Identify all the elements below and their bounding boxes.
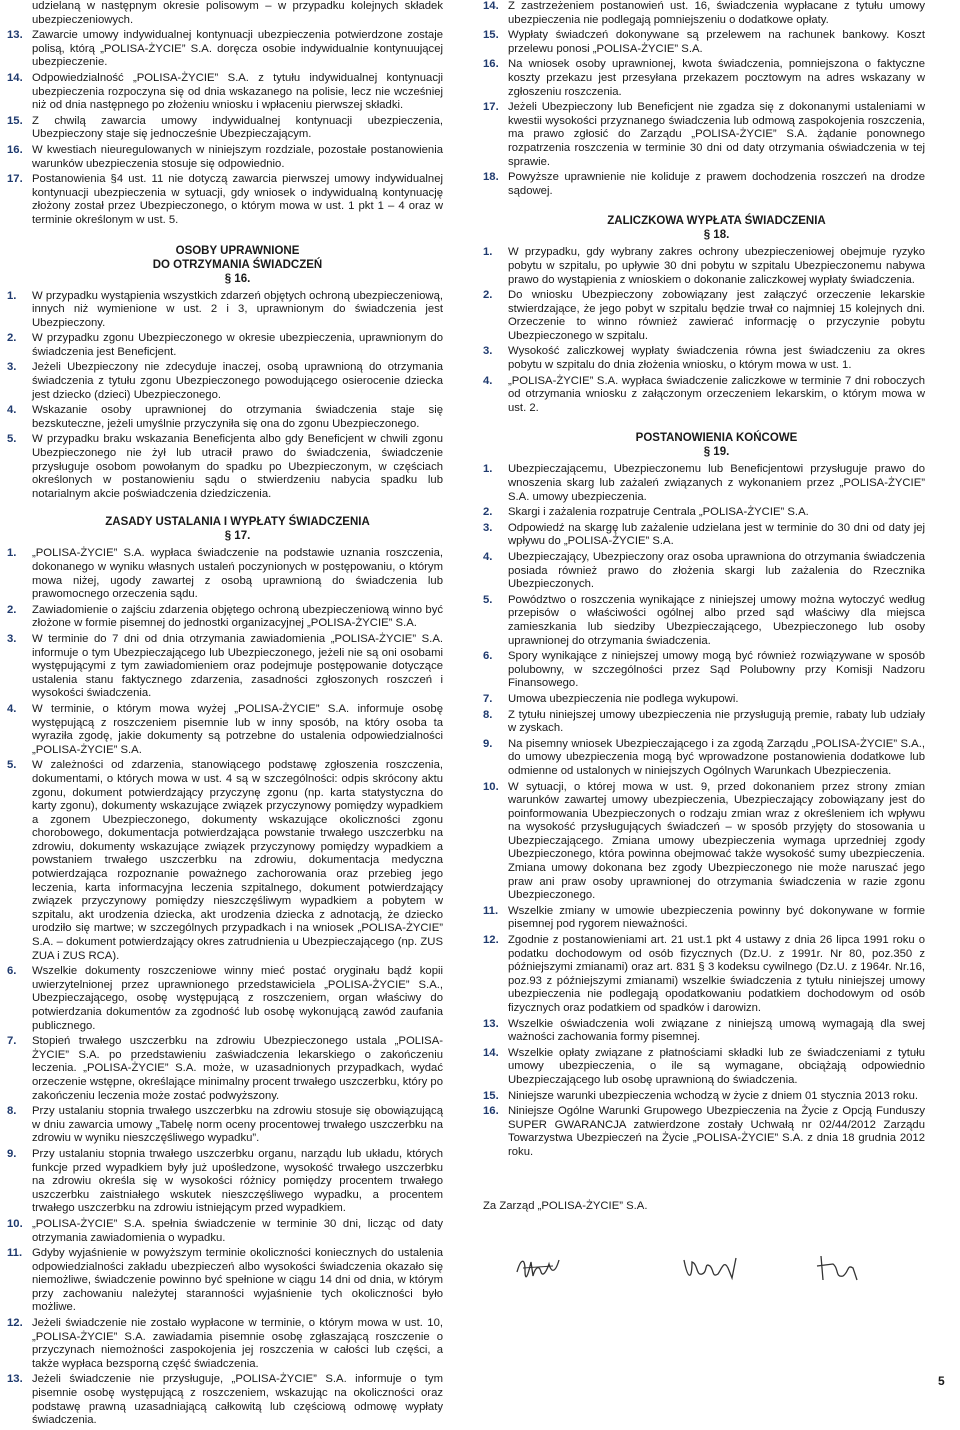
paragraph-number: 16. (483, 58, 499, 71)
paragraph-number: 9. (7, 1147, 17, 1160)
paragraph-text: Niniejsze warunki ubezpieczenia wchodzą w życie z dniem 01 stycznia 2013 roku. (508, 1089, 919, 1102)
list-paragraph (7, 1373, 443, 1427)
paragraph-number: 11. (7, 1247, 23, 1260)
paragraph-text: W terminie, o którym mowa wyżej „POLISA-ŻYCIE” S.A. informuje osobę występującą z roszczeniem pisemnie lub w inny sposób, na który osoba ta wyraziła zgodę, jakie dokumenty są potrzebne do ustalenia odpowiedzialności „POLISA-ŻYCIE” S.A. (32, 702, 443, 756)
list-paragraph (7, 361, 443, 402)
paragraph-text: Powyższe uprawnienie nie koliduje z prawem dochodzenia roszczeń na drodze sądowej. (508, 171, 925, 197)
heading-line: ZASADY USTALANIA I WYPŁATY ŚWIADCZENIA (105, 516, 370, 529)
signature-3-icon (813, 1250, 863, 1286)
paragraph-number: 1. (7, 289, 17, 302)
paragraph-number: 11. (483, 904, 499, 917)
section-16-list (7, 290, 443, 502)
signoff-text: Za Zarząd „POLISA-ŻYCIE” S.A. (483, 1199, 648, 1212)
list-paragraph (483, 171, 925, 198)
paragraph-text: Jeżeli Ubezpieczony nie zdecyduje inaczej, osobą uprawnioną do otrzymania świadczenia z tytułu zgonu Ubezpieczonego powodującego osierocenie dziecka jest dziecko (dzieci) Ubezpieczonego. (32, 361, 443, 401)
paragraph-number: 2. (7, 603, 17, 616)
paragraph-text: „POLISA-ŻYCIE” S.A. wypłaca świadczenie zaliczkowe w terminie 7 dni roboczych od otrzymania wniosku z załączonym orzeczeniem lekarskim, o którym mowa w ust. 2. (508, 374, 925, 414)
paragraph-text: Zawarcie umowy indywidualnej kontynuacji ubezpieczenia potwierdzone zostaje polisą, którą „POLISA-ŻYCIE” S.A. doręcza osobie indywidualnie kontynuującej ubezpieczenie. (32, 29, 443, 69)
paragraph-number: 5. (7, 759, 17, 772)
paragraph-text: Jeżeli świadczenie nie przysługuje, „POLISA-ŻYCIE” S.A. informuje o tym pisemnie osobę występującą z roszczeniem, wskazując na okoliczności oraz podstawę prawną uzasadniającą całkowitą lub częściową odmowę wypłaty świadczenia. (32, 1373, 443, 1427)
list-paragraph (483, 650, 925, 691)
paragraph-text: Niniejsze Ogólne Warunki Grupowego Ubezpieczenia na Życie z Opcją Funduszy SUPER GWARANCJA zatwierdzone zostały Uchwałą nr 02/44/2012 Zarządu Towarzystwa Ubezpieczeń na Życie „POLISA-ŻYCIE” S.A. z dnia 18 grudnia 2012 roku. (508, 1105, 925, 1158)
list-paragraph (7, 1105, 443, 1146)
paragraph-text: „POLISA-ŻYCIE” S.A. wypłaca świadczenie na podstawie uznania roszczenia, dokonanego w wyniku własnych ustaleń poczynionych w postępowaniu, o którym mowa niżej, ugody zawartej z osobą uprawnioną do świadczenia lub prawomocnego orzeczenia sądu. (32, 547, 443, 601)
list-paragraph (7, 1035, 443, 1103)
right-column (483, 0, 925, 1213)
list-paragraph (483, 693, 925, 707)
list-paragraph (7, 1148, 443, 1216)
paragraph-number: 15. (483, 1089, 499, 1102)
heading-line: OSOBY UPRAWNIONE (175, 244, 300, 257)
section-number: § 19. (703, 446, 730, 459)
paragraph-number: 12. (7, 1317, 23, 1330)
list-paragraph (483, 0, 925, 27)
signature-1-icon (513, 1250, 573, 1286)
paragraph-text: Jeżeli świadczenie nie zostało wypłacone w terminie, o którym mowa w ust. 10, „POLISA-ŻYCIE” S.A. zawiadamia pisemnie osobę zgłaszającą roszczenie o przyczynach niemożności zaspokojenia jej roszczenia w całości lub części, a także wypłaca bezsporną część świadczenia. (32, 1317, 443, 1370)
paragraph-text: Z zastrzeżeniem postanowień ust. 16, świadczenia wypłacane z tytułu umowy ubezpieczenia nie podlegają pomniejszeniu o dodatkowe opłaty. (508, 0, 925, 26)
paragraph-number: 13. (483, 1017, 499, 1030)
list-paragraph (483, 375, 925, 416)
paragraph-text: Powództwo o roszczenia wynikające z niniejszej umowy można wytoczyć według przepisów o właściwości ogólnej albo przed sąd właściwy dla miejsca zamieszkania lub siedziby Ubezpieczającego, Ubezpieczonego lub osoby uprawnionej do otrzymania świadczenia. (508, 593, 925, 647)
section-heading-17 (32, 515, 443, 543)
paragraph-number: 3. (7, 361, 17, 374)
list-paragraph (7, 1218, 443, 1245)
paragraph-number: 4. (483, 374, 493, 387)
list-paragraph (483, 246, 925, 287)
section-18-list (483, 246, 925, 415)
left-column (7, 0, 443, 1430)
paragraph-number: 10. (7, 1217, 23, 1230)
paragraph-text: Do wniosku Ubezpieczony zobowiązany jest załączyć orzeczenie lekarskie stwierdzające, że jego pobyt w szpitalu będzie trwał co najmniej 15 kolejnych dni. Orzeczenie to winno również zawierać informację o przyczynie pobytu Ubezpieczonego w szpitalu. (508, 289, 925, 342)
paragraph-number: 10. (483, 780, 499, 793)
paragraph-number: 9. (483, 737, 493, 750)
paragraph-text: W sytuacji, o której mowa w ust. 9, przed dokonaniem przez strony zmian warunków zawartej umowy ubezpieczenia, Ubezpieczający zobowiązany jest do poinformowania Ubezpieczonych o rodzaju zmian wraz z określeniem ich wpływu na wysokość przysługujących świadczeń – w sposób przyjęty do stosowania u Ubezpieczającego. Zmiana umowy ubezpieczenia wymaga uprzedniej zgody Ubezpieczonego, która powinna obejmować także wysokość sumy ubezpieczenia. Zmiana umowy dokonana bez zgody Ubezpieczonego nie może naruszać jego praw ani praw osoby uprawnionej do otrzymania świadczenia w razie zgonu Ubezpieczonego. (508, 780, 925, 902)
list-paragraph (483, 345, 925, 372)
paragraph-number: 13. (7, 1373, 23, 1386)
paragraph-number: 1. (7, 547, 17, 560)
paragraph-text: Ubezpieczający, Ubezpieczony oraz osoba uprawniona do otrzymania świadczenia posiada również prawo do złożenia skargi lub zażalenia do Rzecznika Ubezpieczonych. (508, 551, 925, 591)
list-paragraph (483, 29, 925, 56)
paragraph-text: Ubezpieczającemu, Ubezpieczonemu lub Beneficjentowi przysługuje prawo do wnoszenia skarg lub zażaleń związanych z wykonaniem przez „POLISA-ŻYCIE” S.A. umowy ubezpieczenia. (508, 463, 925, 503)
paragraph-number: 14. (7, 71, 23, 84)
list-paragraph (7, 332, 443, 359)
paragraph-text: Na pisemny wniosek Ubezpieczającego i za zgodą Zarządu „POLISA-ŻYCIE” S.A., do umowy ubezpieczenia mogą być wprowadzone postanowienia dodatkowe lub odmienne od ustalonych w niniejszych Ogólnych Warunkach Ubezpieczenia. (508, 737, 925, 777)
paragraph-text: Stopień trwałego uszczerbku na zdrowiu Ubezpieczonego ustala „POLISA-ŻYCIE” S.A. po przedstawieniu zaświadczenia lekarskiego o zakończeniu leczenia. „POLISA-ŻYCIE” S.A. może, w uzasadnionych przypadkach, wydać orzeczenie wstępne, określające minimalny procent trwałego uszczerbku, który po zakończeniu leczenia może zostać podwyższony. (32, 1035, 443, 1102)
list-paragraph (483, 781, 925, 903)
list-paragraph (483, 934, 925, 1016)
list-paragraph (483, 1105, 925, 1159)
list-paragraph (7, 604, 443, 631)
paragraph-number: 17. (7, 173, 23, 186)
paragraph-text: W przypadku zgonu Ubezpieczonego w okresie ubezpieczenia, uprawnionym do świadczenia jest Beneficjent. (32, 332, 443, 358)
paragraph-number: 8. (7, 1105, 17, 1118)
paragraph-text: Zgodnie z postanowieniami art. 21 ust.1 pkt 4 ustawy z dnia 26 lipca 1991 roku o podatku dochodowym od osób fizycznych (Dz.U. z 1991r. Nr 80, poz.350 z późniejszymi zmianami) oraz art. 831 § 3 kodeksu cywilnego (Dz.U. z 1964r. Nr.16, poz.93 z późniejszymi zmianami) wszelkie świadczenia z tytułu niniejszej umowy ubezpieczenia nie podlegają opodatkowaniu podatkiem dochodowym od osób fizycznych oraz podatkiem od spadków i darowizn. (508, 934, 925, 1014)
paragraph-text: Na wniosek osoby uprawnionej, kwota świadczenia, pomniejszona o faktyczne koszty przekazu jest przesyłana przekazem pocztowym na adres wskazany w zgłoszeniu roszczenia. (508, 58, 925, 98)
list-paragraph (483, 905, 925, 932)
paragraph-number: 2. (7, 332, 17, 345)
list-paragraph (7, 633, 443, 701)
paragraph-text: Spory wynikające z niniejszej umowy mogą być również rozwiązywane w sposób polubowny, w szczególności przez Sąd Polubowny przy Komisji Nadzoru Finansowego. (508, 650, 925, 690)
paragraph-text: W terminie do 7 dni od dnia otrzymania zawiadomienia „POLISA-ŻYCIE” S.A. informuje o tym Ubezpieczającego lub Ubezpieczonego, jeżeli nie są oni osobami występującymi z tym zawiadomieniem oraz podejmuje postępowanie dotyczące ustalenia stanu faktycznego zdarzenia, zasadności zgłoszonych roszczeń i wysokości świadczenia. (32, 632, 443, 700)
paragraph-number: 3. (483, 345, 493, 358)
section-heading-19 (508, 431, 925, 459)
paragraph-text: Wypłaty świadczeń dokonywane są przelewem na rachunek bankowy. Koszt przelewu ponosi „POLISA-ŻYCIE” S.A. (508, 29, 925, 55)
section-17-list (7, 547, 443, 1427)
paragraph-number: 18. (483, 171, 499, 184)
list-paragraph (7, 547, 443, 601)
heading-line: ZALICZKOWA WYPŁATA ŚWIADCZENIA (607, 215, 826, 228)
paragraph-number: 15. (7, 114, 23, 127)
list-paragraph (483, 463, 925, 504)
paragraph-15-16 (7, 144, 443, 171)
paragraph-text: Zawiadomienie o zajściu zdarzenia objętego ochroną ubezpieczeniową winno być złożone w formie pisemnej do jednostki organizacyjnej „POLISA-ŻYCIE” S.A. (32, 603, 443, 630)
paragraph-text: Przy ustalaniu stopnia trwałego uszczerbku na zdrowiu stosuje się obowiązującą w dniu zawarcia umowy „Tabelę norm oceny procentowej trwałego uszczerbku na zdrowiu w wyniku nieszczęśliwego wypadku”. (32, 1105, 443, 1145)
paragraph-15-13 (7, 29, 443, 70)
paragraph-number: 1. (483, 246, 493, 259)
paragraph-text: Odpowiedź na skargę lub zażalenie udzielana jest w terminie do 30 dni od daty jej wpływu do „POLISA-ŻYCIE” S.A. (508, 521, 925, 548)
paragraph-text: W przypadku wystąpienia wszystkich zdarzeń objętych ochroną ubezpieczeniową, innych niż wymienione w ust. 2 i 3, uprawnionym do świadczenia jest Ubezpieczony. (32, 289, 443, 329)
paragraph-text: Z tytułu niniejszej umowy ubezpieczenia nie przysługują premie, rabaty lub udziały w zyskach. (508, 708, 925, 735)
section-number: § 16. (224, 272, 251, 285)
paragraph-number: 2. (483, 289, 493, 302)
list-paragraph (7, 1247, 443, 1315)
paragraph-number: 1. (483, 463, 493, 476)
heading-line: POSTANOWIENIA KOŃCOWE (635, 432, 798, 445)
paragraph-15-17 (7, 173, 443, 227)
paragraph-number: 14. (483, 0, 499, 12)
paragraph-number: 5. (7, 433, 17, 446)
continued-paragraph: udzielaną w następnym okresie polisowym – w przypadku kolejnych składek ubezpieczeniowych. (32, 0, 443, 26)
list-paragraph (483, 506, 925, 520)
paragraph-text: Odpowiedzialność „POLISA-ŻYCIE” S.A. z tytułu indywidualnej kontynuacji ubezpieczenia rozpoczyna się od dnia wskazanego na polisie, lecz nie wcześniej niż od dnia następnego po złożeniu wniosku i wpłaceniu pierwszej składki. (32, 71, 443, 112)
paragraph-number: 16. (483, 1105, 499, 1118)
paragraph-text: Przy ustalaniu stopnia trwałego uszczerbku organu, narządu lub układu, których funkcje przed wypadkiem były już upośledzone, wysokość trwałego uszczerbku na zdrowiu określa się w wysokości różnicy pomiędzy procentem trwałego uszczerbku zaistniałego wskutek nieszczęśliwego wypadku, a procentem trwałego uszczerbku na zdrowiu istniejącym przed wypadkiem. (32, 1147, 443, 1215)
page-number: 5 (938, 1374, 945, 1388)
paragraph-text: Umowa ubezpieczenia nie podlega wykupowi. (508, 692, 739, 705)
list-paragraph (7, 965, 443, 1033)
paragraph-number: 5. (483, 593, 493, 606)
section-heading-18 (508, 214, 925, 242)
paragraph-text: Skargi i zażalenia rozpatruje Centrala „POLISA-ŻYCIE” S.A. (508, 506, 809, 519)
list-paragraph (7, 759, 443, 963)
paragraph-number: 7. (7, 1035, 17, 1048)
list-paragraph (483, 551, 925, 592)
list-paragraph (7, 433, 443, 501)
signature-2-icon (678, 1250, 748, 1286)
section-heading-16 (32, 244, 443, 286)
list-paragraph (483, 738, 925, 779)
paragraph-number: 3. (7, 632, 17, 645)
list-paragraph (483, 522, 925, 549)
section-number: § 17. (224, 530, 251, 543)
list-paragraph (483, 58, 925, 99)
paragraph-number: 3. (483, 521, 493, 534)
heading-line: DO OTRZYMANIA ŚWIADCZEŃ (152, 258, 323, 271)
paragraph-text: Wysokość zaliczkowej wypłaty świadczenia równa jest świadczeniu za okres pobytu w szpitalu do dnia złożenia wniosku, o którym mowa w ust. 1. (508, 345, 925, 372)
list-paragraph (483, 1047, 925, 1088)
paragraph-number: 14. (483, 1046, 499, 1059)
list-paragraph (7, 1317, 443, 1371)
paragraph-text: Jeżeli Ubezpieczony lub Beneficjent nie zgadza się z dokonanymi ustaleniami w kwestii wysokości przyznanego świadczenia lub odmową zaspokojenia roszczenia, ma prawo zgłosić do Zarządu „POLISA-ŻYCIE” S.A. żądanie ponownego rozpatrzenia roszczenia w terminie 30 dni od daty otrzymania oświadczenia w tej sprawie. (508, 101, 925, 168)
list-paragraph (483, 1090, 925, 1104)
paragraph-text: Wszelkie dokumenty roszczeniowe winny mieć postać oryginału bądź kopii uwierzytelnionej przez uprawnionego przedstawiciela „POLISA-ŻYCIE” S.A., Ubezpieczającego, osobę występującą z roszczeniem, organ właściwy do potwierdzania dokumentów za zgodność lub osobę wykonującą zawód zaufania publicznego. (32, 965, 443, 1032)
paragraph-15-15 (7, 115, 443, 142)
paragraph-number: 15. (483, 29, 499, 42)
paragraph-text: W kwestiach nieuregulowanych w niniejszym rozdziale, pozostałe postanowienia warunków ubezpieczenia stosuje się odpowiednio. (32, 143, 443, 170)
paragraph-text: Wszelkie oświadczenia woli związane z niniejszą umową wymagają dla swej ważności zachowania formy pisemnej. (508, 1017, 925, 1044)
list-paragraph (7, 290, 443, 331)
paragraph-number: 6. (7, 965, 17, 978)
paragraph-text: Wszelkie opłaty związane z płatnościami składki lub ze świadczeniami z tytułu umowy ubezpieczenia, o ile są wymagane, obciążają odpowiednio Ubezpieczającego lub osobę uprawnioną do świadczenia. (508, 1046, 925, 1086)
paragraph-number: 4. (7, 702, 17, 715)
paragraph-15-14 (7, 72, 443, 113)
section-17-continued-list (483, 0, 925, 198)
paragraph-number: 4. (483, 551, 493, 563)
paragraph-number: 16. (7, 143, 23, 156)
list-paragraph (483, 101, 925, 169)
paragraph-text: Postanowienia §4 ust. 11 nie dotyczą zawarcia pierwszej umowy indywidualnej kontynuacji ubezpieczenia w sytuacji, gdy wniosek o indywidualną kontynuację złożony został przez Ubezpieczonego, o którym mowa w ust. 1 pkt 1 – 4 oraz w terminie określonym w ust. 5. (32, 173, 443, 226)
paragraph-number: 12. (483, 934, 499, 947)
paragraph-number: 2. (483, 506, 493, 519)
section-19-list (483, 463, 925, 1159)
paragraph-text: Wskazanie osoby uprawnionej do otrzymania świadczenia staje się bezskuteczne, jeżeli umyślnie przyczyniła się ona do zgonu Ubezpieczonego. (32, 404, 443, 430)
list-paragraph (7, 703, 443, 757)
paragraph-text: W przypadku, gdy wybrany zakres ochrony ubezpieczeniowej obejmuje ryzyko pobytu w szpitalu, po upływie 30 dni pobytu w szpitalu Ubezpieczonemu nabywa prawo do wystąpienia z wnioskiem o dokonanie zaliczkowej wypłaty świadczenia. (508, 246, 925, 286)
paragraph-text: Wszelkie zmiany w umowie ubezpieczenia powinny być dokonywane w formie pisemnej pod rygorem nieważności. (508, 904, 925, 931)
list-paragraph (7, 404, 443, 431)
paragraph-text: „POLISA-ŻYCIE” S.A. spełnia świadczenie w terminie 30 dni, licząc od daty otrzymania zawiadomienia o wypadku. (32, 1217, 443, 1244)
paragraph-text: Gdyby wyjaśnienie w powyższym terminie okoliczności koniecznych do ustalenia odpowiedzialności zakładu ubezpieczeń albo wysokości świadczenia okazało się niemożliwe, świadczenie powinno być spełnione w ciągu 14 dni od dnia, w którym przy zachowaniu należytej staranności wyjaśnienie tych okoliczności było możliwe. (32, 1247, 443, 1314)
paragraph-text: Z chwilą zawarcia umowy indywidualnej kontynuacji ubezpieczenia, Ubezpieczony staje się jednocześnie Ubezpieczającym. (32, 114, 443, 141)
paragraph-number: 6. (483, 650, 493, 663)
section-number: § 18. (703, 229, 730, 242)
list-paragraph (483, 289, 925, 343)
paragraph-number: 7. (483, 692, 493, 705)
paragraph-text: W zależności od zdarzenia, stanowiącego podstawę zgłoszenia roszczenia, dokumentami, o których mowa w ust. 4 są w szczególności: odpis skrócony aktu zgonu, dokument potwierdzający przyczynę zgonu (np. karta statystyczna do karty zgonu), dokumenty wskazujące związek przyczynowy pomiędzy wypadkiem a zgonem Ubezpieczonego, dokumenty wskazujące okoliczności zgonu chorobowego, dokumentacja potwierdzająca powstanie trwałego uszczerbku na zdrowiu, dokumenty wskazujące związek przyczynowy pomiędzy wypadkiem a powstaniem trwałego uszczerbku na zdrowiu, dokumentacja medyczna potwierdzająca rozpoznanie poważnego zachorowania oraz przebieg jego leczenia, karta informacyjna leczenia szpitalnego, dokument potwierdzający związek przyczynowy pomiędzy nieszczęśliwym wypadkiem a pobytem w szpitalu, akt urodzenia dziecka, akt urodzenia dziecka z adnotacją, że dziecko urodziło się martwe; w szczególnych przypadkach i na wniosek „POLISA-ŻYCIE” S.A. – dokument potwierdzający okres zatrudnienia u Ubezpieczającego (np. ZUS ZUA i ZUS RCA). (32, 759, 443, 962)
signatures (483, 1250, 923, 1290)
list-paragraph (483, 1018, 925, 1045)
paragraph-number: 4. (7, 404, 17, 417)
list-paragraph (483, 709, 925, 736)
paragraph-text: W przypadku braku wskazania Beneficjenta albo gdy Beneficjent w chwili zgonu Ubezpieczonego nie żył lub utracił prawo do świadczenia, świadczenie przysługuje osobom powołanym do spadku po Ubezpieczonym, w częściach określonych w postanowieniu sądu o stwierdzeniu nabycia spadku lub notarialnym akcie poświadczenia dziedziczenia. (32, 433, 443, 500)
list-paragraph (483, 594, 925, 648)
paragraph-number: 8. (483, 708, 493, 721)
paragraph-number: 13. (7, 29, 23, 42)
paragraph-number: 17. (483, 101, 499, 114)
